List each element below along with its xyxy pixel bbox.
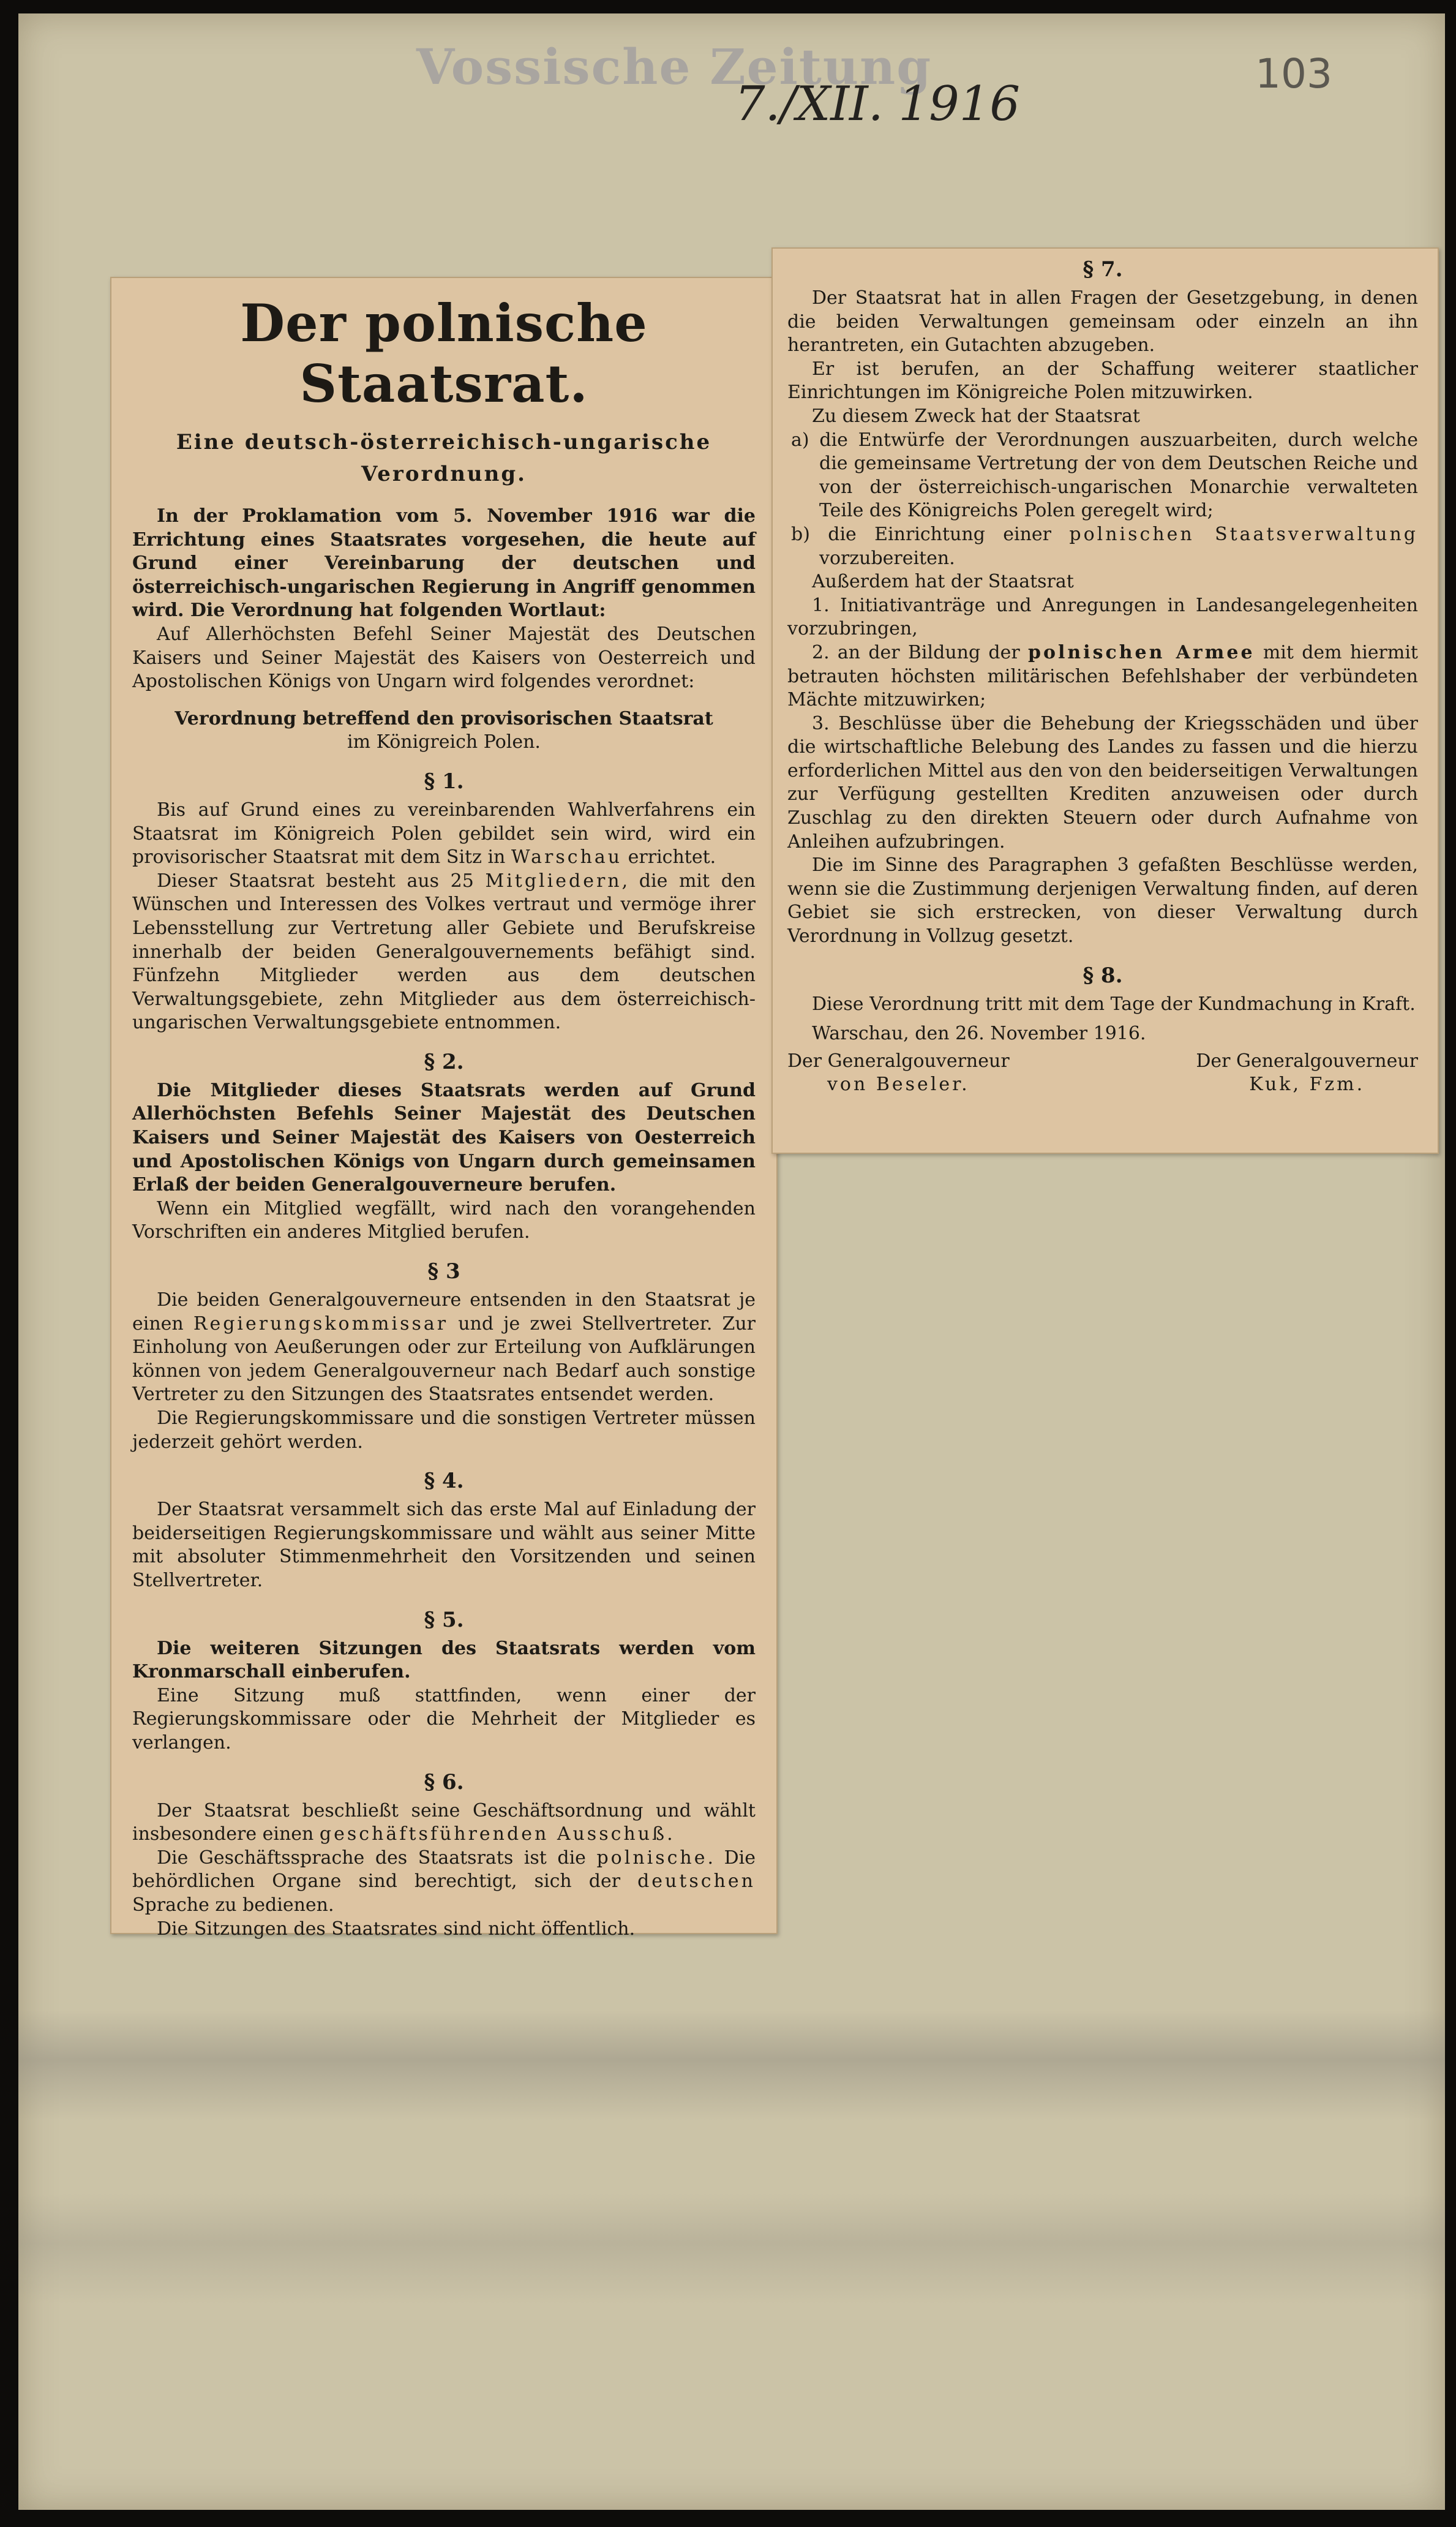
subtitle-line-2: Verordnung.: [361, 462, 527, 486]
section-7-item-2: 2. an der Bildung der polnischen Armee mit dem hiermit betrauten höchsten militärischen Befehlshaber der verbündeten Mächte mitzuwirken;: [787, 641, 1418, 711]
subtitle-line-1: Eine deutsch-österreichisch-ungarische: [176, 430, 712, 454]
clipping-right-column: [771, 247, 1439, 1154]
signatures: [787, 1050, 1418, 1096]
section-2-heading: § 2.: [424, 1049, 464, 1074]
section-1-paragraph-2: Dieser Staatsrat besteht aus 25 Mitgliedern, die mit den Wünschen und Interessen des Volkes vertraut und vermöge ihrer Lebensstellung zur Vertretung aller Gebiete und Berufskreise innerhalb der beiden Generalgouvernements befähigt sind. Fünfzehn Mitglieder werden aus dem deutschen Verwaltungsgebiete, zehn Mitglieder aus dem österreichisch-ungarischen Verwaltungsgebiete entnommen.: [132, 870, 756, 1034]
section-4-heading: § 4.: [424, 1469, 464, 1494]
section-6-heading: § 6.: [424, 1769, 464, 1795]
section-7-paragraph-5: Die im Sinne des Paragraphen 3 gefaßten Beschlüsse werden, wenn sie die Zustimmung derjenigen Verwaltung finden, auf deren Gebiet sie sich erstrecken, von dieser Verwaltung durch Verordnung in Vollzug gesetzt.: [787, 854, 1418, 947]
article-title: Der polnische Staatsrat.: [240, 293, 648, 414]
section-7-heading: § 7.: [1083, 257, 1123, 282]
folio-number: 103: [1255, 50, 1332, 97]
paper-fold-shadow-2: [18, 2194, 1445, 2304]
section-5-heading: § 5.: [424, 1607, 464, 1632]
section-3-paragraph-1: Die beiden Generalgouverneure entsenden in den Staatsrat je einen Regierungskommissar und je zwei Stellvertreter. Zur Einholung von Aeußerungen oder zur Erteilung von Aufklärungen können von jedem Generalgouverneur nach Bedarf auch sonstige Vertreter zu den Sitzungen des Staatsrates entsendet werden.: [132, 1289, 756, 1406]
section-3-heading: § 3: [427, 1259, 460, 1284]
section-7-paragraph-2: Er ist berufen, an der Schaffung weiterer staatlicher Einrichtungen im Königreiche Polen mitzuwirken.: [787, 358, 1418, 404]
section-6-paragraph-3: Die Sitzungen des Staatsrates sind nicht öffentlich.: [157, 1918, 636, 1940]
article-subtitle: [132, 426, 756, 490]
section-7-paragraph-3: Zu diesem Zweck hat der Staatsrat: [812, 405, 1140, 427]
section-7-paragraph-4: Außerdem hat der Staatsrat: [812, 571, 1074, 593]
section-2-paragraph-1: Die Mitglieder dieses Staatsrats werden auf Grund Allerhöchsten Befehls Seiner Majestät des Deutschen Kaisers und Seiner Majestät des Kaisers von Oesterreich und Apostolischen Königs von Ungarn durch gemeinsamen Erlaß der beiden Generalgouverneure berufen.: [132, 1079, 756, 1196]
section-7-item-b: b) die Einrichtung einer polnischen Staatsverwaltung vorzubereiten.: [791, 523, 1419, 569]
section-4-paragraph-1: Der Staatsrat versammelt sich das erste Mal auf Einladung der beiderseitigen Regierungskommissare und wählt aus seiner Mitte mit absoluter Stimmenmehrheit den Vorsitzenden und seinen Stellvertreter.: [132, 1499, 756, 1591]
section-7-item-1: 1. Initiativanträge und Anregungen in Landesangelegenheiten vorzubringen,: [787, 594, 1418, 640]
clipping-left-column: [110, 277, 778, 1940]
section-2-paragraph-2: Wenn ein Mitglied wegfällt, wird nach den vorangehenden Vorschriften ein anderes Mitglied berufen.: [132, 1197, 756, 1243]
decree-title-line-1: Verordnung betreffend den provisorischen Staatsrat: [174, 707, 713, 729]
section-8-paragraph-1: Diese Verordnung tritt mit dem Tage der Kundmachung in Kraft.: [812, 993, 1416, 1015]
section-1-heading: § 1.: [424, 769, 464, 794]
section-5-paragraph-2: Eine Sitzung muß stattfinden, wenn einer der Regierungskommissare oder die Mehrheit der Mitglieder es verlangen.: [132, 1684, 756, 1753]
decree-title-line-2: im Königreich Polen.: [347, 731, 541, 753]
signature-left: Der Generalgouverneur von Beseler.: [787, 1050, 1010, 1095]
signature-right: Der Generalgouverneur Kuk, Fzm.: [1196, 1050, 1418, 1095]
section-8-heading: § 8.: [1083, 963, 1123, 988]
section-7-item-3: 3. Beschlüsse über die Behebung der Kriegsschäden und über die wirtschaftliche Belebung des Landes zu fassen und die hierzu erforderlichen Mittel aus den von den beiderseitigen Verwaltungen zur Verfügung gestellten Krediten anzuweisen oder durch Zuschlag zu den direkten Steuern oder durch Aufnahme von Anleihen aufzubringen.: [787, 712, 1418, 853]
section-6-paragraph-1: Der Staatsrat beschließt seine Geschäftsordnung und wählt insbesondere einen geschäftsführenden Ausschuß.: [132, 1799, 756, 1845]
section-6-paragraph-2: Die Geschäftssprache des Staatsrats ist die polnische. Die behördlichen Organe sind berechtigt, sich der deutschen Sprache zu bedienen.: [132, 1847, 756, 1916]
handwritten-date: 7./XII. 1916: [735, 77, 1020, 132]
section-1-paragraph-1: Bis auf Grund eines zu vereinbarenden Wahlverfahrens ein Staatsrat im Königreich Polen gebildet sein wird, wird ein provisorischer Staatsrat mit dem Sitz in Warschau errichtet.: [132, 799, 756, 868]
paper-fold-shadow: [18, 2010, 1445, 2120]
decree-date: Warschau, den 26. November 1916.: [812, 1023, 1146, 1045]
section-3-paragraph-2: Die Regierungskommissare und die sonstigen Vertreter müssen jederzeit gehört werden.: [132, 1407, 756, 1453]
section-7-item-a: a) die Entwürfe der Verordnungen auszuarbeiten, durch welche die gemeinsame Vertretung der von dem Deutschen Reiche und von der österreichisch-ungarischen Monarchie verwalteten Teile des Königreichs Polen geregelt wird;: [791, 429, 1418, 522]
section-7-paragraph-1: Der Staatsrat hat in allen Fragen der Gesetzgebung, in denen die beiden Verwaltungen gemeinsam oder einzeln an ihn herantreten, ein Gutachten abzugeben.: [787, 287, 1418, 356]
intro-paragraph: In der Proklamation vom 5. November 1916 war die Errichtung eines Staatsrates vorgesehen, die heute auf Grund einer Vereinbarung der deutschen und österreichisch-ungarischen Regierung in Angriff genommen wird. Die Verordnung hat folgenden Wortlaut:: [132, 505, 756, 622]
preamble-paragraph: Auf Allerhöchsten Befehl Seiner Majestät des Deutschen Kaisers und Seiner Majestät des Kaisers von Oesterreich und Apostolischen Königs von Ungarn wird folgendes verordnet:: [132, 623, 756, 693]
newspaper-stamp: Vossische Zeitung: [416, 38, 933, 96]
section-5-paragraph-1: Die weiteren Sitzungen des Staatsrats werden vom Kronmarschall einberufen.: [132, 1637, 756, 1683]
